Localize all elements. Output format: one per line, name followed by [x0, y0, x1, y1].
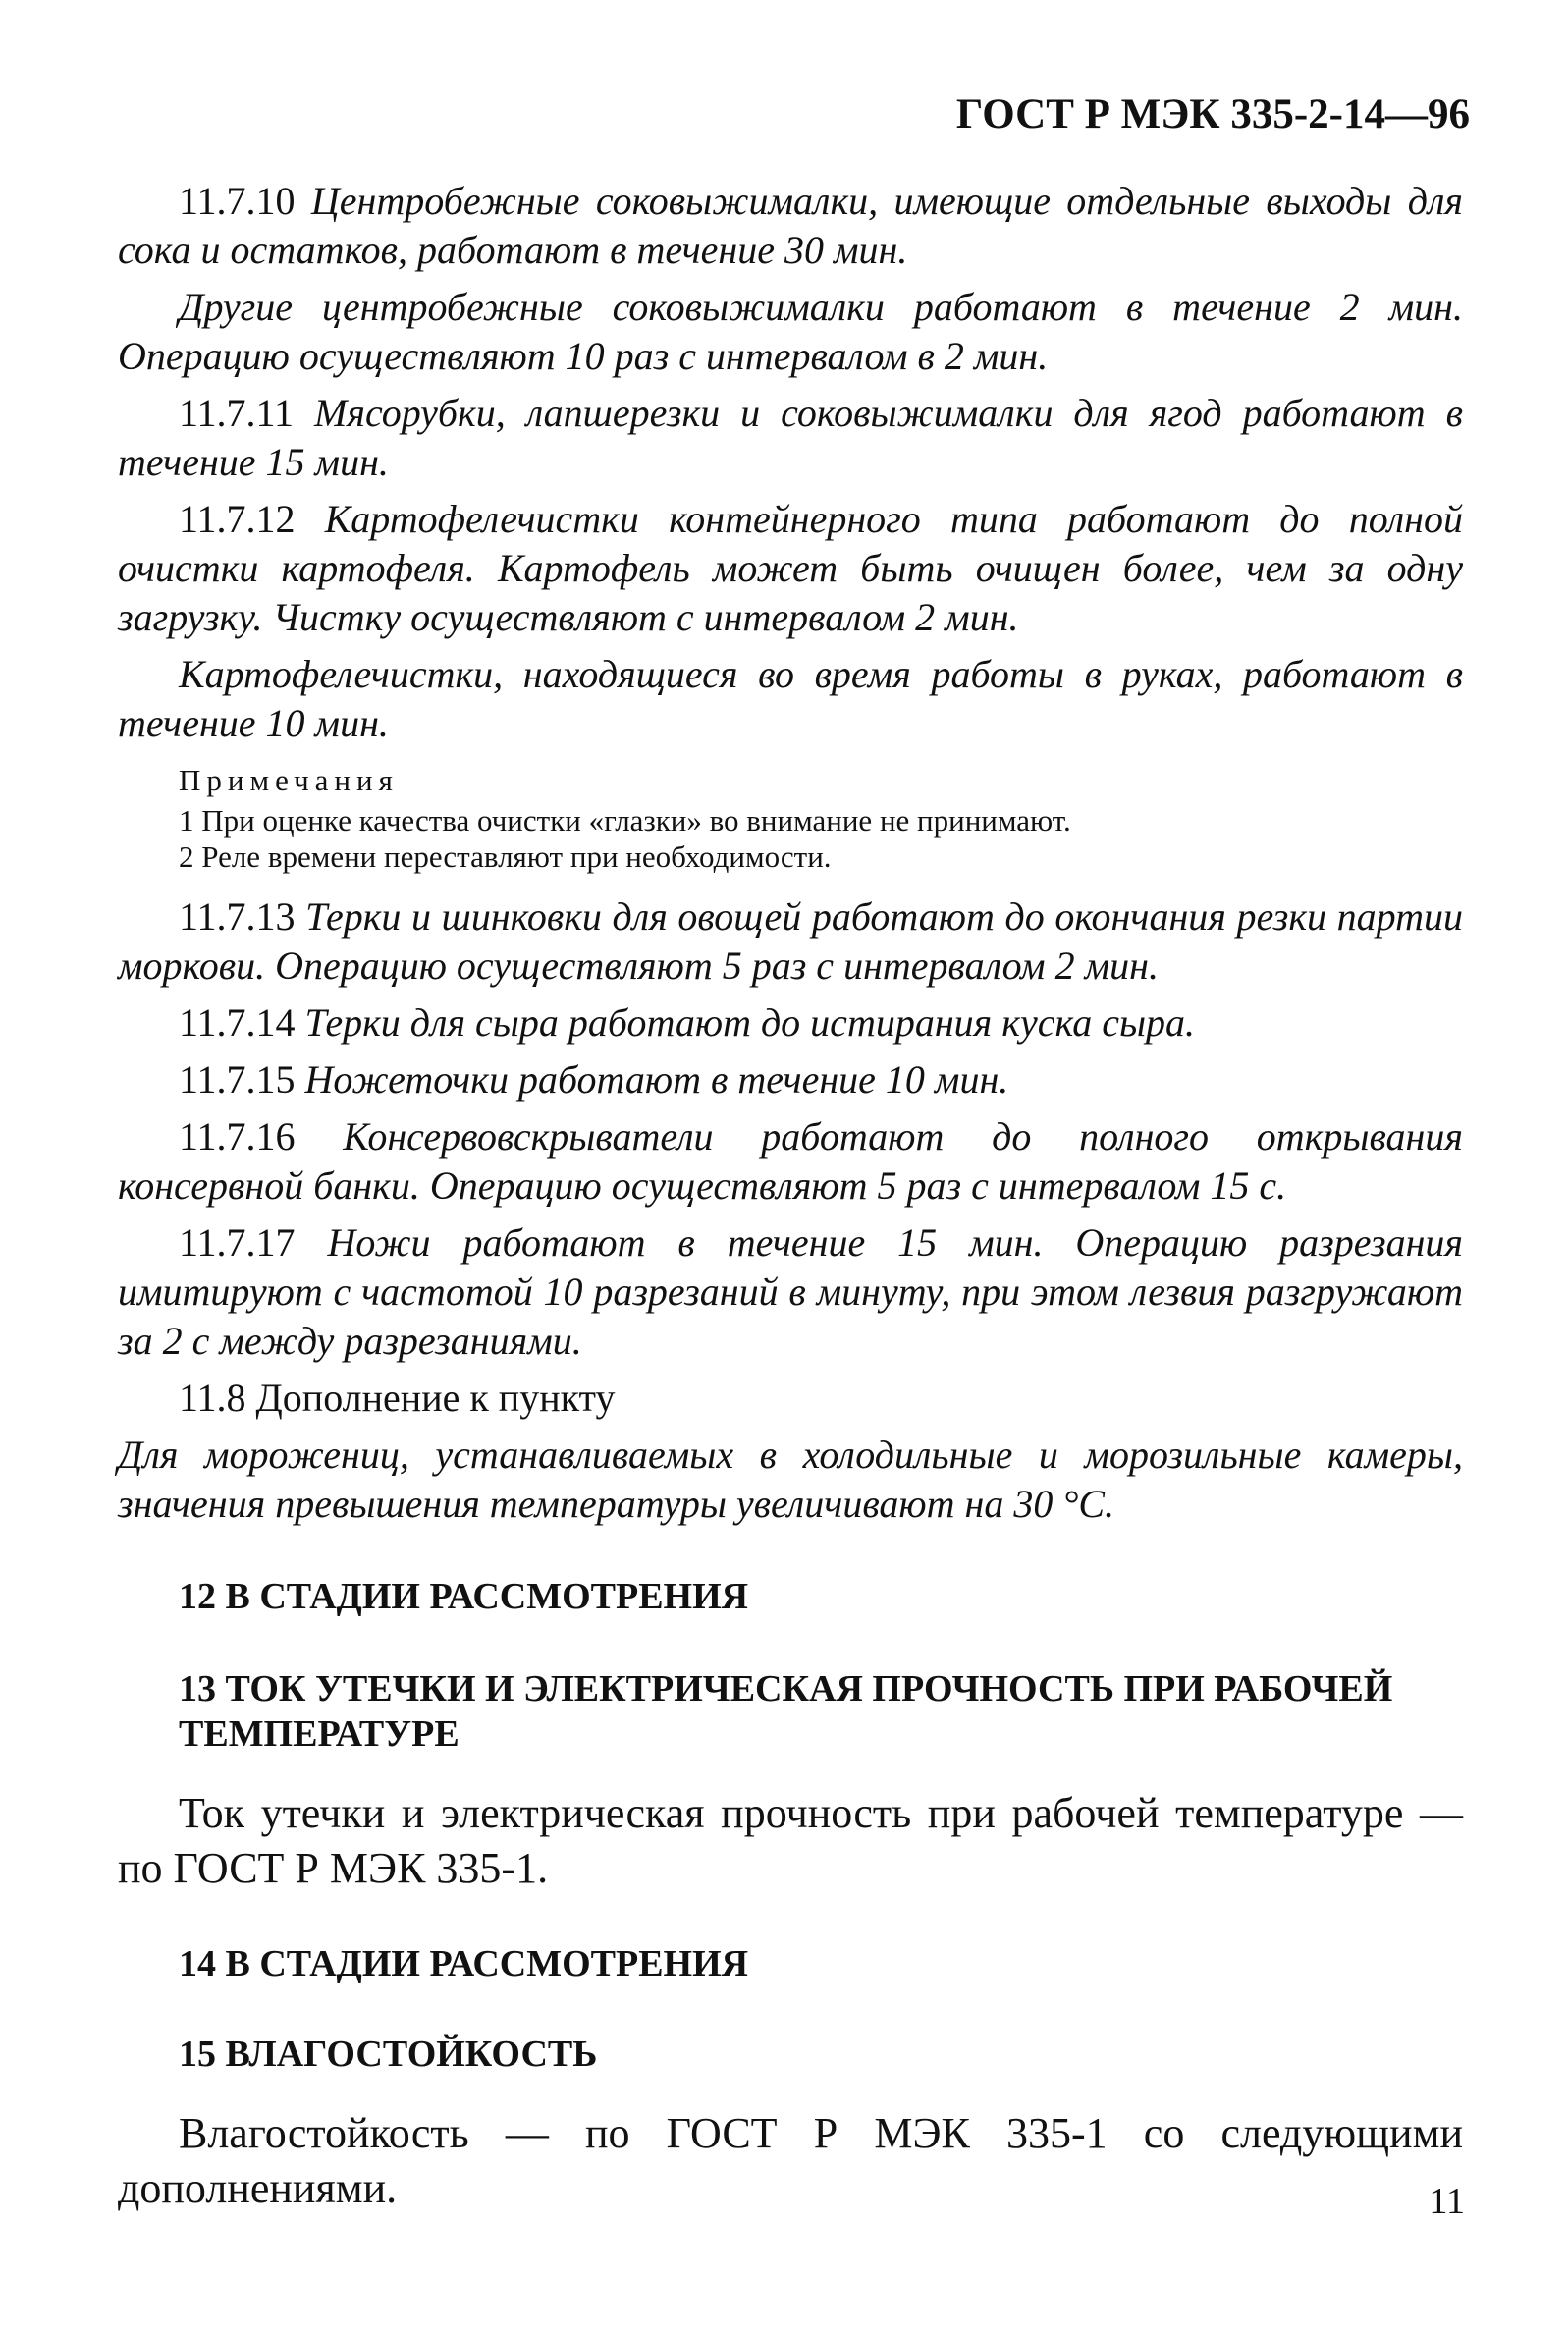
- section-13-text: Ток утечки и электрическая прочность при рабочей температуре — по ГОСТ Р МЭК 335-1.: [118, 1789, 1463, 1892]
- clause-number: 11.7.11: [179, 391, 295, 435]
- clause-number: 11.7.14: [179, 1001, 296, 1045]
- note-item: 2 Реле времени переставляют при необходимости.: [179, 840, 832, 874]
- clause-paragraph: [118, 650, 1463, 748]
- clause-paragraph: [118, 177, 1463, 275]
- clause-text: Консервовскрыватели работают до полного открывания консервной банки. Операцию осуществляют 5 раз с интервалом 15 с.: [118, 1114, 1463, 1208]
- notes-title: Примечания: [179, 763, 399, 797]
- document-code-header: ГОСТ Р МЭК 335-2-14—96: [955, 91, 1470, 137]
- clause-text: Ножи работают в течение 15 мин. Операцию разрезания имитируют с частотой 10 разрезаний в минуту, при этом лезвия разгружают за 2 с между разрезаниями.: [118, 1221, 1464, 1363]
- section-13-heading: 13 ТОК УТЕЧКИ И ЭЛЕКТРИЧЕСКАЯ ПРОЧНОСТЬ ПРИ РАБОЧЕЙ ТЕМПЕРАТУРЕ: [179, 1668, 1393, 1755]
- clause-paragraph: [118, 495, 1463, 642]
- clause-number: 11.7.13: [179, 895, 296, 939]
- clause-text: Терки и шинковки для овощей работают до окончания резки партии моркови. Операцию осуществляют 5 раз с интервалом 2 мин.: [118, 895, 1464, 988]
- section-14-heading: 14 В СТАДИИ РАССМОТРЕНИЯ: [179, 1943, 749, 1984]
- clause-number: 11.7.16: [179, 1114, 296, 1159]
- clause-text: Другие центробежные соковыжималки работают в течение 2 мин. Операцию осуществляют 10 раз с интервалом в 2 мин.: [118, 285, 1463, 378]
- clause-paragraph: [118, 999, 1463, 1048]
- clauses-11-7-10-to-12: [118, 177, 1463, 748]
- clause-paragraph: [118, 389, 1463, 487]
- section-15-text: Влагостойкость — по ГОСТ Р МЭК 335-1 со следующими дополнениями.: [118, 2109, 1463, 2212]
- clause-number: 11.7.12: [179, 497, 296, 541]
- note-item: 1 При оценке качества очистки «глазки» во внимание не принимают.: [179, 803, 1071, 838]
- clause-paragraph: [118, 283, 1463, 381]
- clause-paragraph: [118, 1056, 1463, 1105]
- clause-text: Мясорубки, лапшерезки и соковыжималки для ягод работают в течение 15 мин.: [118, 391, 1464, 484]
- clause-number: 11.7.15: [179, 1058, 296, 1102]
- clause-paragraph: [118, 1112, 1463, 1211]
- clause-text: Ножеточки работают в течение 10 мин.: [304, 1058, 1009, 1102]
- clause-text: Центробежные соковыжималки, имеющие отдельные выходы для сока и остатков, работают в течение 30 мин.: [118, 179, 1464, 272]
- clause-paragraph: [118, 893, 1463, 991]
- page-number: 11: [1429, 2181, 1465, 2222]
- clause-text: Терки для сыра работают до истирания куска сыра.: [304, 1001, 1196, 1045]
- clause-11-8-heading: 11.8 Дополнение к пункту: [179, 1376, 616, 1420]
- clause-text: Картофелечистки, находящиеся во время работы в руках, работают в течение 10 мин.: [118, 652, 1463, 745]
- clause-text: Картофелечистки контейнерного типа работают до полной очистки картофеля. Картофель может быть очищен более, чем за одну загрузку. Чистку осуществляют с интервалом 2 мин.: [118, 497, 1463, 639]
- section-12-heading: 12 В СТАДИИ РАССМОТРЕНИЯ: [179, 1576, 749, 1617]
- clause-11-8-text: Для морожениц, устанавливаемых в холодильные и морозильные камеры, значения превышения температуры увеличивают на 30 °С.: [118, 1433, 1463, 1526]
- clause-number: 11.7.10: [179, 179, 296, 223]
- clauses-11-7-13-to-17: [118, 893, 1463, 1366]
- notes-block: [179, 762, 1463, 875]
- section-15-heading: 15 ВЛАГОСТОЙКОСТЬ: [179, 2034, 598, 2075]
- document-body: [118, 177, 1463, 2224]
- clause-number: 11.7.17: [179, 1221, 296, 1265]
- clause-paragraph: [118, 1219, 1463, 1366]
